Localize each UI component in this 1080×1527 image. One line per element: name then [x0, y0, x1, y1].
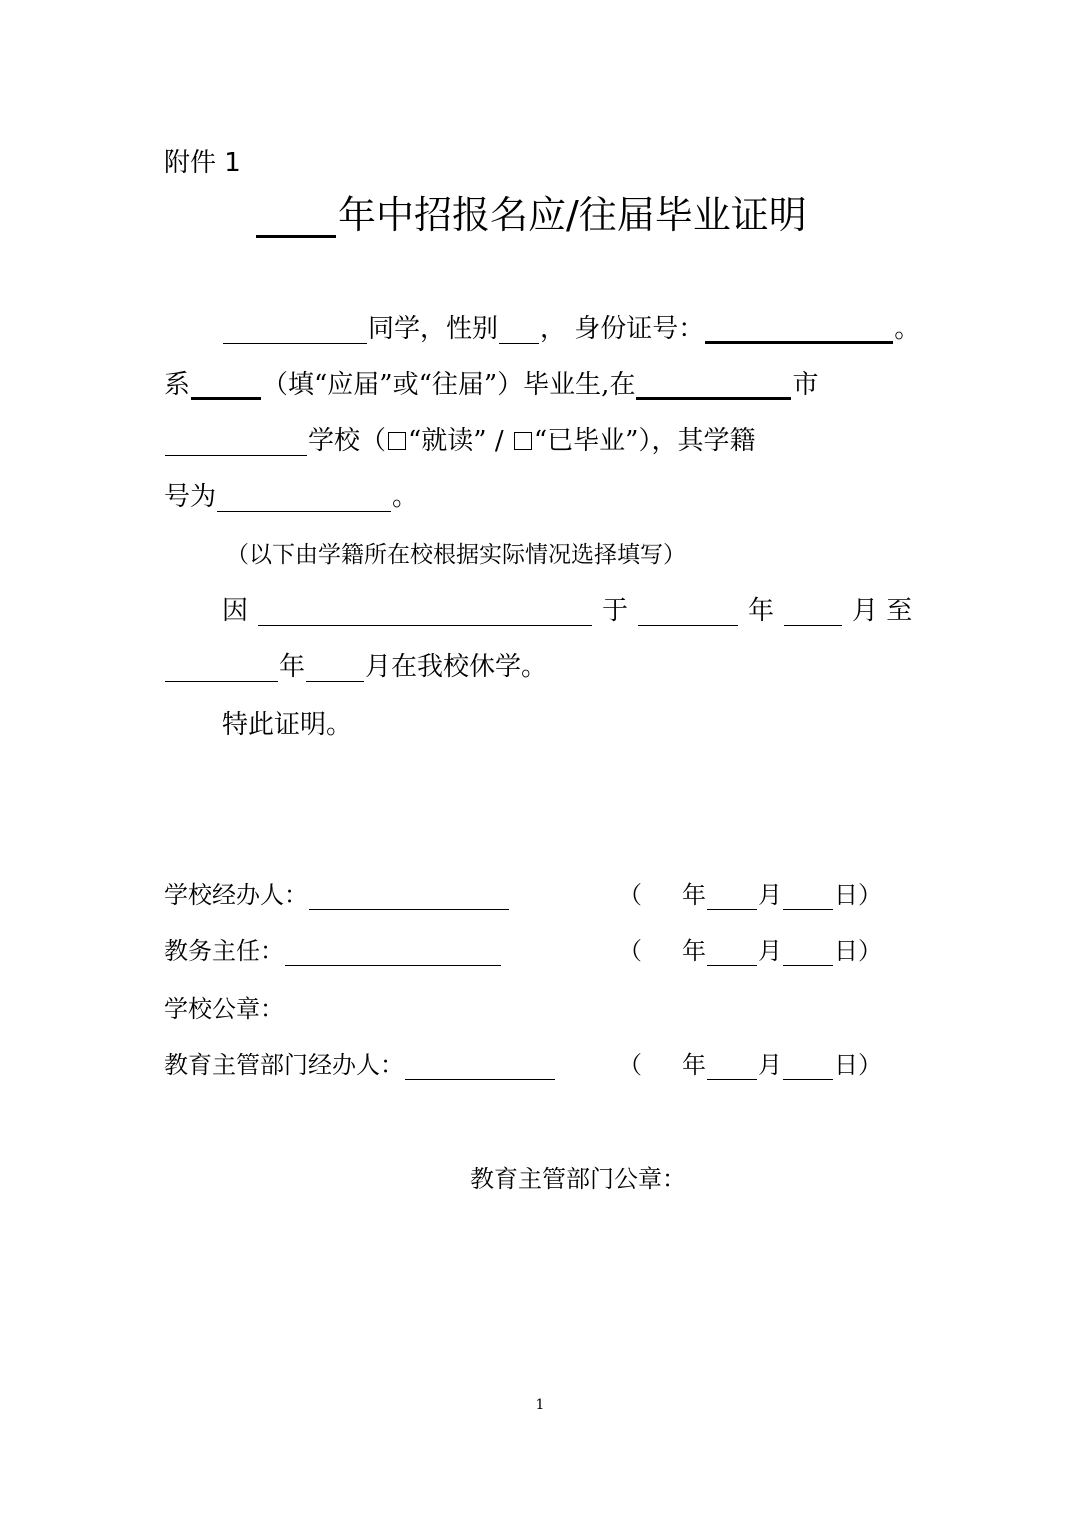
reason-label: 因 — [222, 596, 249, 626]
date-day: 日） — [834, 1051, 882, 1079]
year-label: 年 — [748, 596, 775, 626]
date-month: 月 — [758, 937, 782, 965]
handler-day-blank[interactable] — [783, 885, 833, 910]
suspension-label: 月在我校休学。 — [365, 652, 548, 682]
school-seal-label: 学校公章： — [164, 995, 284, 1023]
date-year: 年 — [682, 881, 706, 909]
classmate-gender-label: 同学，性别 — [368, 314, 499, 344]
reason-blank[interactable] — [258, 599, 592, 626]
handler-label: 学校经办人： — [164, 881, 308, 909]
handler-month-blank[interactable] — [707, 885, 757, 910]
student-number-blank[interactable] — [217, 485, 391, 512]
month-to-label: 月 至 — [852, 596, 913, 626]
xi-label: 系 — [164, 370, 191, 400]
city-blank[interactable] — [636, 371, 791, 400]
start-month-blank[interactable] — [784, 599, 842, 626]
period: 。 — [894, 314, 921, 344]
from-label: 于 — [602, 596, 629, 626]
handler-row — [164, 880, 510, 910]
studying-checkbox[interactable] — [388, 432, 406, 450]
date-day: 日） — [834, 881, 882, 909]
director-row — [164, 936, 502, 966]
school-label: 学校（ — [308, 426, 387, 456]
body-line-1 — [222, 314, 920, 344]
director-blank[interactable] — [285, 941, 501, 966]
date-year: 年 — [682, 937, 706, 965]
director-month-blank[interactable] — [707, 941, 757, 966]
director-date — [618, 936, 882, 966]
date-open: （ — [618, 1051, 642, 1079]
handler-date — [618, 880, 882, 910]
end-month-blank[interactable] — [306, 655, 364, 682]
page-title — [255, 192, 807, 238]
student-number-label: 号为 — [164, 482, 217, 512]
studying-label: “就读” / — [408, 426, 512, 456]
city-label: 市 — [792, 370, 819, 400]
graduated-label: “已毕业”），其学籍 — [533, 426, 756, 456]
period: 。 — [392, 482, 419, 512]
date-year: 年 — [682, 1051, 706, 1079]
edu-handler-date — [618, 1050, 882, 1080]
handler-blank[interactable] — [309, 885, 509, 910]
graduate-type-blank[interactable] — [191, 371, 261, 400]
instruction-note: （以下由学籍所在校根据实际情况选择填写） — [226, 542, 686, 568]
id-number-blank[interactable] — [705, 315, 893, 344]
director-day-blank[interactable] — [783, 941, 833, 966]
date-open: （ — [618, 881, 642, 909]
attachment-label: 附件 1 — [164, 148, 241, 178]
edu-handler-label: 教育主管部门经办人： — [164, 1051, 404, 1079]
year-blank[interactable] — [256, 195, 336, 238]
body-line-5 — [222, 596, 912, 626]
edu-day-blank[interactable] — [783, 1055, 833, 1080]
director-label: 教务主任： — [164, 937, 284, 965]
gender-blank[interactable] — [499, 317, 539, 344]
body-line-4 — [164, 482, 418, 512]
closing-statement: 特此证明。 — [222, 710, 353, 740]
page-number: 1 — [535, 1397, 545, 1413]
edu-handler-blank[interactable] — [405, 1055, 555, 1080]
page-title-text: 年中招报名应/往届毕业证明 — [338, 193, 807, 237]
edu-month-blank[interactable] — [707, 1055, 757, 1080]
graduated-checkbox[interactable] — [514, 432, 532, 450]
body-line-6 — [164, 652, 547, 682]
end-year-blank[interactable] — [165, 655, 278, 682]
edu-seal-label: 教育主管部门公章： — [470, 1165, 686, 1193]
body-line-3 — [164, 426, 755, 456]
start-year-blank[interactable] — [638, 599, 738, 626]
date-month: 月 — [758, 1051, 782, 1079]
edu-handler-row — [164, 1050, 556, 1080]
name-blank[interactable] — [223, 317, 367, 344]
date-open: （ — [618, 937, 642, 965]
id-number-label: ， 身份证号： — [540, 314, 705, 344]
graduate-type-label: （填“应届”或“往届”）毕业生,在 — [262, 370, 636, 400]
school-blank[interactable] — [165, 429, 307, 456]
body-line-2 — [164, 370, 818, 400]
year-label: 年 — [279, 652, 306, 682]
date-month: 月 — [758, 881, 782, 909]
date-day: 日） — [834, 937, 882, 965]
